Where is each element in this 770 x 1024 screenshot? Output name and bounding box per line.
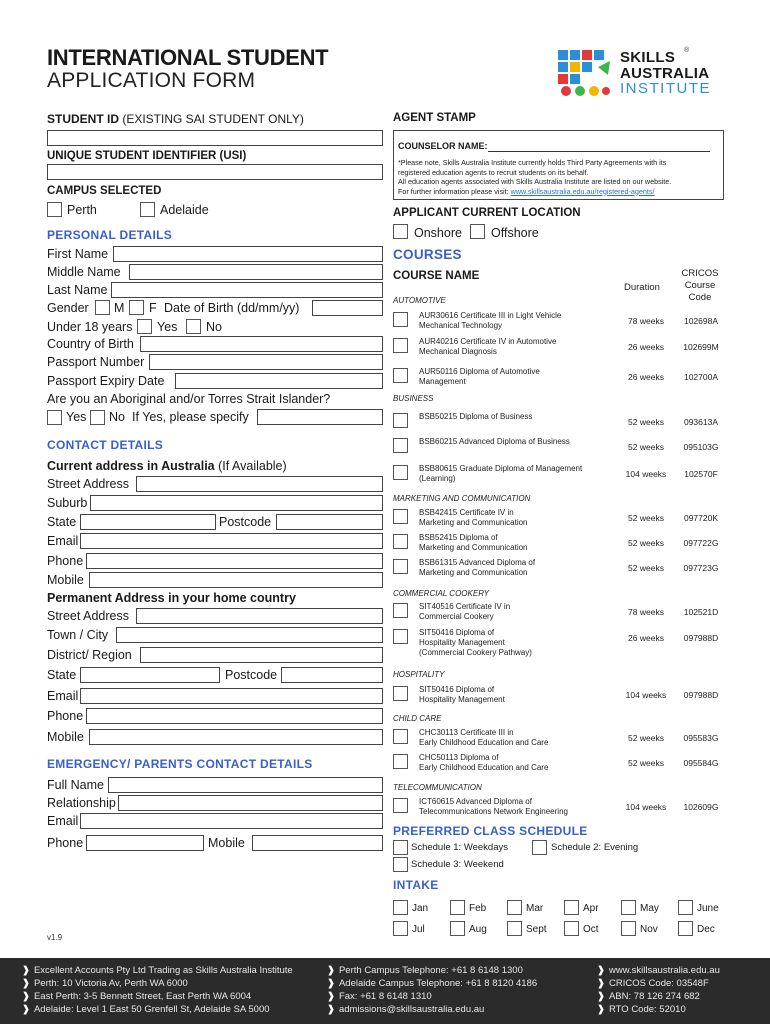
intake-month-label: Mar — [526, 903, 544, 914]
footer-line: ABN: 78 126 274 682 — [608, 991, 700, 1002]
intake-month-checkbox[interactable] — [507, 921, 522, 936]
course-name: AUR40216 Certificate IV in Automotive Mechanical Diagnosis — [419, 337, 557, 356]
dob-input[interactable] — [312, 300, 383, 316]
personal-details-heading: PERSONAL DETAILS — [47, 228, 173, 242]
gender-female-label: F — [149, 301, 157, 315]
current-location-label: APPLICANT CURRENT LOCATION — [393, 207, 581, 219]
emergency-relationship-input[interactable] — [118, 795, 383, 811]
perm-state-input[interactable] — [80, 667, 220, 683]
email-input[interactable] — [80, 533, 383, 549]
course-duration: 78 weeks — [628, 607, 664, 617]
footer-line: Excellent Accounts Pty Ltd Trading as Skills Australia Institute — [33, 965, 293, 976]
last-name-input[interactable] — [111, 282, 383, 298]
course-cricos-code: 102521D — [683, 607, 719, 617]
course-name: BSB52415 Diploma of Marketing and Communication — [419, 533, 528, 552]
course-checkbox[interactable] — [393, 603, 408, 618]
footer-line: Perth: 10 Victoria Av, Perth WA 6000 — [33, 978, 188, 989]
intake-month-label: Nov — [640, 924, 658, 935]
passport-number-label: Passport Number — [47, 355, 145, 369]
course-duration: 52 weeks — [628, 758, 664, 768]
emergency-contact-heading: EMERGENCY/ PARENTS CONTACT DETAILS — [47, 757, 313, 771]
course-duration: 104 weeks — [625, 469, 667, 479]
footer-line: CRICOS Code: 03548F — [608, 978, 709, 989]
intake-month-checkbox[interactable] — [450, 921, 465, 936]
emergency-full-name-input[interactable] — [108, 777, 383, 793]
footer-line: Adelaide Campus Telephone: +61 8 8120 4186 — [338, 978, 538, 989]
agent-note: *Please note, Skills Australia Institute currently holds Third Party Agreements with its registered education agents to recruit students on its behalf. All education agents associated with Skills Australia Institute are listed on our website. For further information please visit: www.skillsaustralia.edu.au/registered-agents/ — [398, 158, 672, 196]
perm-email-label: Email — [47, 689, 79, 703]
course-duration: 78 weeks — [628, 316, 664, 326]
counselor-name-line[interactable] — [488, 151, 710, 152]
cricos-header: CRICOS Course Code — [681, 268, 719, 303]
street-address-label: Street Address — [47, 477, 129, 491]
course-checkbox[interactable] — [393, 509, 408, 524]
phone-input[interactable] — [86, 553, 383, 569]
course-checkbox[interactable] — [393, 534, 408, 549]
course-name: CHC30113 Certificate III in Early Childhood Education and Care — [419, 728, 549, 747]
category-marketing: MARKETING AND COMMUNICATION — [393, 494, 531, 503]
category-telecom: TELECOMMUNICATION — [393, 783, 482, 792]
course-cricos-code: 102699M — [683, 342, 719, 352]
skills-australia-logo — [558, 47, 728, 99]
emergency-mobile-input[interactable] — [252, 835, 383, 851]
aboriginal-yes-label: Yes — [66, 410, 87, 424]
state-input[interactable] — [80, 514, 216, 530]
intake-month-checkbox[interactable] — [621, 900, 636, 915]
course-name: CHC50113 Diploma of Early Childhood Education and Care — [419, 753, 549, 772]
course-name: BSB80615 Graduate Diploma of Management (Learning) — [419, 464, 583, 483]
under-18-label: Under 18 years — [47, 320, 133, 334]
course-name: AUR30616 Certificate III in Light Vehicle Mechanical Technology — [419, 311, 562, 330]
gender-label: Gender — [47, 301, 89, 315]
usi-input[interactable] — [47, 164, 383, 180]
student-id-input[interactable] — [47, 130, 383, 146]
campus-perth-label: Perth — [67, 203, 97, 217]
footer — [0, 958, 770, 1024]
agent-stamp-box[interactable] — [393, 130, 724, 200]
category-childcare: CHILD CARE — [393, 714, 442, 723]
intake-month-checkbox[interactable] — [450, 900, 465, 915]
schedule-weekend-label: Schedule 3: Weekend — [411, 859, 504, 870]
gender-female-checkbox[interactable] — [129, 300, 144, 315]
perm-phone-label: Phone — [47, 709, 84, 723]
emergency-email-label: Email — [47, 814, 79, 828]
suburb-label: Suburb — [47, 496, 88, 510]
course-duration: 52 weeks — [628, 733, 664, 743]
course-checkbox[interactable] — [393, 729, 408, 744]
onshore-label: Onshore — [414, 226, 462, 240]
offshore-label: Offshore — [491, 226, 539, 240]
course-duration: 52 weeks — [628, 563, 664, 573]
middle-name-input[interactable] — [129, 264, 383, 280]
first-name-label: First Name — [47, 247, 109, 261]
state-label: State — [47, 515, 77, 529]
gender-male-checkbox[interactable] — [95, 300, 110, 315]
campus-adelaide-label: Adelaide — [160, 203, 209, 217]
intake-month-label: Apr — [583, 903, 599, 914]
perm-postcode-input[interactable] — [281, 667, 383, 683]
country-of-birth-label: Country of Birth — [47, 337, 134, 351]
aboriginal-specify-input[interactable] — [257, 409, 383, 425]
footer-line: Adelaide: Level 1 East 50 Grenfell St, Adelaide SA 5000 — [33, 1004, 270, 1015]
perm-street-input[interactable] — [136, 608, 383, 624]
logo-word-skills: SKILLS — [620, 49, 676, 66]
course-cricos-code: 093613A — [683, 417, 719, 427]
logo-word-institute: INSTITUTE — [620, 80, 711, 97]
course-name: SIT50416 Diploma of Hospitality Management — [419, 685, 505, 704]
course-checkbox[interactable] — [393, 312, 408, 327]
course-duration: 26 weeks — [628, 633, 664, 643]
footer-email-link[interactable]: admissions@skillsaustralia.edu.au — [338, 1004, 485, 1015]
under-18-yes-label: Yes — [157, 320, 178, 334]
version-label: v1.9 — [47, 933, 63, 942]
course-checkbox[interactable] — [393, 798, 408, 813]
emergency-mobile-label: Mobile — [208, 836, 245, 850]
intake-month-label: May — [640, 903, 659, 914]
intake-month-label: Dec — [697, 924, 715, 935]
footer-line: East Perth: 3-5 Bennett Street, East Perth WA 6004 — [33, 991, 252, 1002]
last-name-label: Last Name — [47, 283, 108, 297]
course-name: ICT60615 Advanced Diploma of Telecommunications Network Engineering — [419, 797, 568, 816]
course-cricos-code: 102609G — [683, 802, 719, 812]
course-duration: 26 weeks — [628, 342, 664, 352]
under-18-no-checkbox[interactable] — [186, 319, 201, 334]
under-18-yes-checkbox[interactable] — [137, 319, 152, 334]
dob-label: Date of Birth (dd/mm/yy) — [164, 301, 300, 315]
course-duration: 52 weeks — [628, 442, 664, 452]
footer-info-col: ❱ www.skillsaustralia.edu.au ❱ CRICOS Code: 03548F ❱ ABN: 78 126 274 682 ❱ RTO Code: 52010 — [597, 965, 720, 1015]
course-name: SIT40516 Certificate IV in Commercial Cookery — [419, 602, 511, 621]
intake-month-checkbox[interactable] — [393, 921, 408, 936]
class-schedule-heading: PREFERRED CLASS SCHEDULE — [393, 824, 588, 838]
campus-label: CAMPUS SELECTED — [47, 185, 162, 197]
perm-district-label: District/ Region — [47, 648, 132, 662]
course-cricos-code: 097720K — [683, 513, 719, 523]
course-duration: 52 weeks — [628, 417, 664, 427]
footer-website-link[interactable]: www.skillsaustralia.edu.au — [608, 965, 720, 976]
perm-district-input[interactable] — [140, 647, 383, 663]
course-cricos-code: 095584G — [683, 758, 719, 768]
intake-month-checkbox[interactable] — [507, 900, 522, 915]
course-name: AUR50116 Diploma of Automotive Management — [419, 367, 540, 386]
aboriginal-specify-label: If Yes, please specify — [132, 410, 249, 424]
aboriginal-question: Are you an Aboriginal and/or Torres Strait Islander? — [47, 392, 331, 406]
email-label: Email — [47, 534, 79, 548]
course-duration: 26 weeks — [628, 372, 664, 382]
intake-month-checkbox[interactable] — [678, 921, 693, 936]
aboriginal-no-label: No — [109, 410, 125, 424]
postcode-input[interactable] — [276, 514, 383, 530]
course-checkbox[interactable] — [393, 368, 408, 383]
intake-month-label: Sept — [526, 924, 547, 935]
intake-month-label: Jan — [412, 903, 429, 914]
suburb-input[interactable] — [90, 495, 383, 511]
course-name: BSB61315 Advanced Diploma of Marketing and Communication — [419, 558, 536, 577]
permanent-address-heading: Permanent Address in your home country — [47, 591, 296, 605]
current-address-heading: Current address in Australia (If Available) — [47, 459, 287, 473]
course-cricos-code: 102570F — [684, 469, 718, 479]
duration-header: Duration — [624, 282, 660, 293]
passport-expiry-label: Passport Expiry Date — [47, 374, 165, 388]
course-checkbox[interactable] — [393, 754, 408, 769]
intake-month-label: Aug — [469, 924, 487, 935]
category-business: BUSINESS — [393, 394, 434, 403]
course-name: BSB42415 Certificate IV in Marketing and Communication — [419, 508, 528, 527]
passport-expiry-input[interactable] — [175, 373, 383, 389]
footer-line: Perth Campus Telephone: +61 8 6148 1300 — [338, 965, 523, 976]
schedule-evening-checkbox[interactable] — [532, 840, 547, 855]
course-checkbox[interactable] — [393, 465, 408, 480]
course-duration: 104 weeks — [625, 690, 667, 700]
emergency-phone-label: Phone — [47, 836, 84, 850]
campus-perth-checkbox[interactable] — [47, 202, 62, 217]
footer-address-col: ❱ Excellent Accounts Pty Ltd Trading as Skills Australia Institute ❱ Perth: 10 Victoria Av, Perth WA 6000 ❱ East Perth: 3-5 Bennett Street, East Perth WA 6004 ❱ Adelaide: Level 1 East 50 Grenfell St, Adelaide SA 5000 — [22, 965, 293, 1015]
course-cricos-code: 102698A — [683, 316, 719, 326]
usi-label: UNIQUE STUDENT IDENTIFIER (USI) — [47, 150, 247, 162]
campus-adelaide-checkbox[interactable] — [140, 202, 155, 217]
intake-heading: INTAKE — [393, 878, 439, 892]
emergency-full-name-label: Full Name — [47, 778, 104, 792]
course-duration: 104 weeks — [625, 802, 667, 812]
course-name-header: COURSE NAME — [393, 270, 480, 282]
course-duration: 52 weeks — [628, 513, 664, 523]
intake-month-checkbox[interactable] — [393, 900, 408, 915]
perm-mobile-input[interactable] — [89, 729, 383, 745]
counselor-name-label: COUNSELOR NAME: — [398, 141, 488, 151]
course-checkbox[interactable] — [393, 413, 408, 428]
course-cricos-code: 097988D — [683, 633, 719, 643]
intake-month-label: Jul — [412, 924, 425, 935]
passport-number-input[interactable] — [149, 354, 383, 370]
intake-month-label: June — [697, 903, 719, 914]
course-name: BSB60215 Advanced Diploma of Business — [419, 437, 570, 446]
intake-month-label: Oct — [583, 924, 599, 935]
footer-line: RTO Code: 52010 — [608, 1004, 686, 1015]
first-name-input[interactable] — [113, 246, 383, 262]
logo-word-australia: AUSTRALIA — [620, 65, 710, 82]
emergency-phone-input[interactable] — [86, 835, 204, 851]
aboriginal-yes-checkbox[interactable] — [47, 410, 62, 425]
offshore-checkbox[interactable] — [470, 224, 485, 239]
perm-postcode-label: Postcode — [225, 668, 278, 682]
onshore-checkbox[interactable] — [393, 224, 408, 239]
intake-month-checkbox[interactable] — [621, 921, 636, 936]
country-of-birth-input[interactable] — [140, 336, 383, 352]
perm-state-label: State — [47, 668, 77, 682]
course-checkbox[interactable] — [393, 559, 408, 574]
schedule-weekend-checkbox[interactable] — [393, 857, 408, 872]
course-duration: 52 weeks — [628, 538, 664, 548]
category-hospitality: HOSPITALITY — [393, 670, 445, 679]
form-title-line1: INTERNATIONAL STUDENT — [47, 45, 329, 70]
courses-heading: COURSES — [393, 247, 462, 262]
intake-month-label: Feb — [469, 903, 487, 914]
intake-month-checkbox[interactable] — [678, 900, 693, 915]
mobile-input[interactable] — [89, 572, 383, 588]
street-address-input[interactable] — [136, 476, 383, 492]
category-cookery: COMMERCIAL COOKERY — [393, 589, 490, 598]
perm-mobile-label: Mobile — [47, 730, 84, 744]
logo-reg-mark: ® — [684, 47, 690, 54]
intake-month-checkbox[interactable] — [564, 921, 579, 936]
agent-stamp-label: AGENT STAMP — [393, 112, 476, 124]
perm-email-input[interactable] — [80, 688, 383, 704]
schedule-weekdays-label: Schedule 1: Weekdays — [411, 842, 508, 853]
course-name: BSB50215 Diploma of Business — [419, 412, 533, 421]
contact-details-heading: CONTACT DETAILS — [47, 438, 164, 452]
phone-label: Phone — [47, 554, 84, 568]
course-cricos-code: 095103G — [683, 442, 719, 452]
emergency-relationship-label: Relationship — [47, 796, 116, 810]
perm-street-label: Street Address — [47, 609, 129, 623]
footer-contact-col: ❱ Perth Campus Telephone: +61 8 6148 1300 ❱ Adelaide Campus Telephone: +61 8 8120 4186 ❱ Fax: +61 8 6148 1310 ❱ admissions@skillsaustralia.edu.au — [327, 965, 538, 1015]
course-cricos-code: 095583G — [683, 733, 719, 743]
schedule-weekdays-checkbox[interactable] — [393, 840, 408, 855]
course-checkbox[interactable] — [393, 338, 408, 353]
aboriginal-no-checkbox[interactable] — [90, 410, 105, 425]
course-checkbox[interactable] — [393, 438, 408, 453]
perm-town-label: Town / City — [47, 628, 109, 642]
course-cricos-code: 097722G — [683, 538, 719, 548]
schedule-evening-label: Schedule 2: Evening — [551, 842, 639, 853]
student-id-label: STUDENT ID (EXISTING SAI STUDENT ONLY) — [47, 112, 304, 126]
course-cricos-code: 097988D — [683, 690, 719, 700]
course-name: SIT50416 Diploma of Hospitality Management (Commercial Cookery Pathway) — [419, 628, 532, 657]
intake-month-checkbox[interactable] — [564, 900, 579, 915]
gender-male-label: M — [114, 301, 125, 315]
middle-name-label: Middle Name — [47, 265, 121, 279]
course-cricos-code: 097723G — [683, 563, 719, 573]
course-checkbox[interactable] — [393, 686, 408, 701]
footer-line: Fax: +61 8 6148 1310 — [338, 991, 432, 1002]
category-automotive: AUTOMOTIVE — [393, 296, 446, 305]
mobile-label: Mobile — [47, 573, 84, 587]
course-cricos-code: 102700A — [683, 372, 719, 382]
course-checkbox[interactable] — [393, 629, 408, 644]
perm-phone-input[interactable] — [86, 708, 383, 724]
perm-town-input[interactable] — [116, 627, 383, 643]
under-18-no-label: No — [206, 320, 222, 334]
postcode-label: Postcode — [219, 515, 272, 529]
logo-figures-icon — [558, 47, 614, 99]
agents-link[interactable]: www.skillsaustralia.edu.au/registered-agents/ — [510, 186, 655, 196]
form-title-line2: APPLICATION FORM — [47, 69, 256, 92]
emergency-email-input[interactable] — [80, 813, 383, 829]
